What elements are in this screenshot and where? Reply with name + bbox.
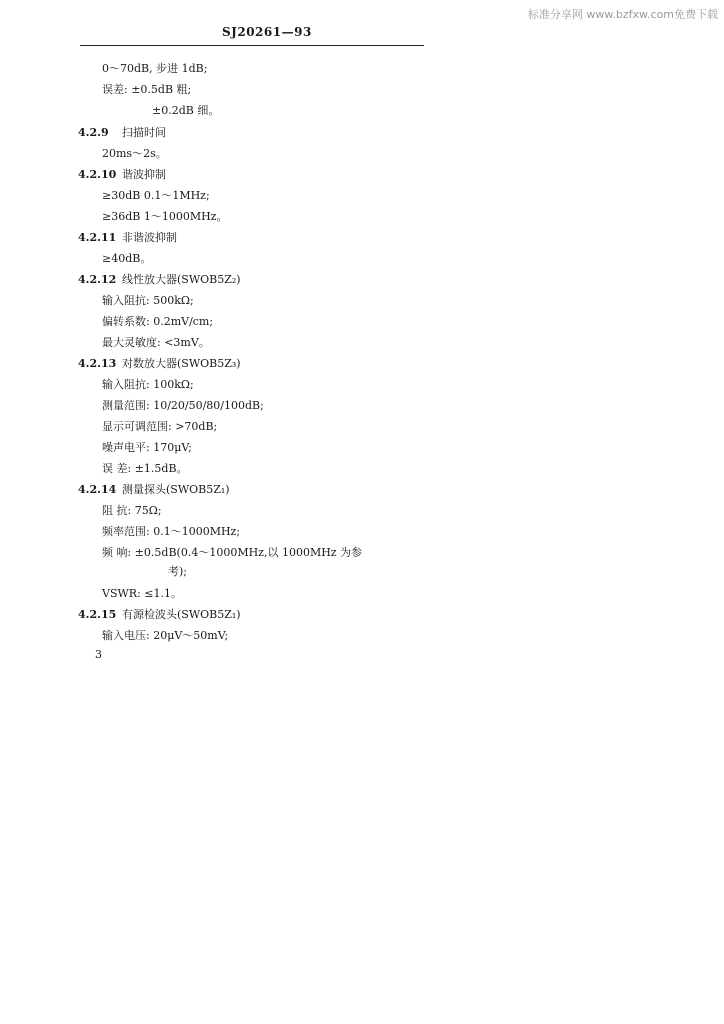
section-title: 谐波抑制 (122, 168, 166, 181)
section-4-2-14 (78, 481, 230, 497)
section-4-2-12 (78, 271, 241, 287)
text-line: 输入阻抗: 500kΩ; (102, 294, 194, 307)
text-line: ≥36dB 1～1000MHz。 (102, 210, 228, 223)
section-title: 扫描时间 (122, 126, 166, 139)
section-number: 4.2.12 (78, 273, 117, 286)
text-line: 频率范围: 0.1～1000MHz; (102, 525, 241, 538)
text-line: 显示可调范围: >70dB; (102, 420, 218, 433)
text-line: 0～70dB, 步进 1dB; (102, 62, 208, 75)
section-number: 4.2.11 (78, 231, 117, 244)
section-title: 非谐波抑制 (122, 231, 177, 244)
text-line: ±0.2dB 细。 (152, 104, 220, 117)
section-4-2-13 (78, 355, 241, 371)
text-line: 输入电压: 20μV～50mV; (102, 629, 229, 642)
text-line: VSWR: ≤1.1。 (102, 587, 182, 600)
section-title: 测量探头(SWOB5Z₁) (122, 483, 230, 496)
section-4-2-11 (78, 229, 177, 245)
text-line: 频 响: ±0.5dB(0.4～1000MHz,以 1000MHz 为参 (102, 546, 363, 559)
text-line: 误差: ±0.5dB 粗; (102, 83, 192, 96)
section-number: 4.2.9 (78, 126, 109, 139)
section-number: 4.2.13 (78, 357, 117, 370)
section-title: 有源检波头(SWOB5Z₁) (122, 608, 241, 621)
section-number: 4.2.10 (78, 168, 117, 181)
section-4-2-15 (78, 606, 241, 622)
section-4-2-10 (78, 166, 166, 182)
header-rule (80, 45, 424, 46)
text-line: ≥30dB 0.1～1MHz; (102, 189, 210, 202)
text-line: 测量范围: 10/20/50/80/100dB; (102, 399, 264, 412)
section-4-2-9 (78, 124, 166, 140)
text-line: ≥40dB。 (102, 252, 152, 265)
site-watermark: 标准分享网 www.bzfxw.com免费下载 (527, 8, 718, 21)
text-line: 最大灵敏度: <3mV。 (102, 336, 210, 349)
document-code-header: SJ20261—93 (222, 25, 312, 39)
section-number: 4.2.15 (78, 608, 117, 621)
text-line: 输入阻抗: 100kΩ; (102, 378, 194, 391)
text-line: 考); (168, 565, 187, 578)
text-line: 噪声电平: 170μV; (102, 441, 192, 454)
section-number: 4.2.14 (78, 483, 117, 496)
text-line: 20ms～2s。 (102, 147, 167, 160)
page-number: 3 (95, 648, 102, 661)
section-title: 对数放大器(SWOB5Z₃) (122, 357, 241, 370)
text-line: 误 差: ±1.5dB。 (102, 462, 188, 475)
section-title: 线性放大器(SWOB5Z₂) (122, 273, 241, 286)
text-line: 阻 抗: 75Ω; (102, 504, 162, 517)
text-line: 偏转系数: 0.2mV/cm; (102, 315, 214, 328)
